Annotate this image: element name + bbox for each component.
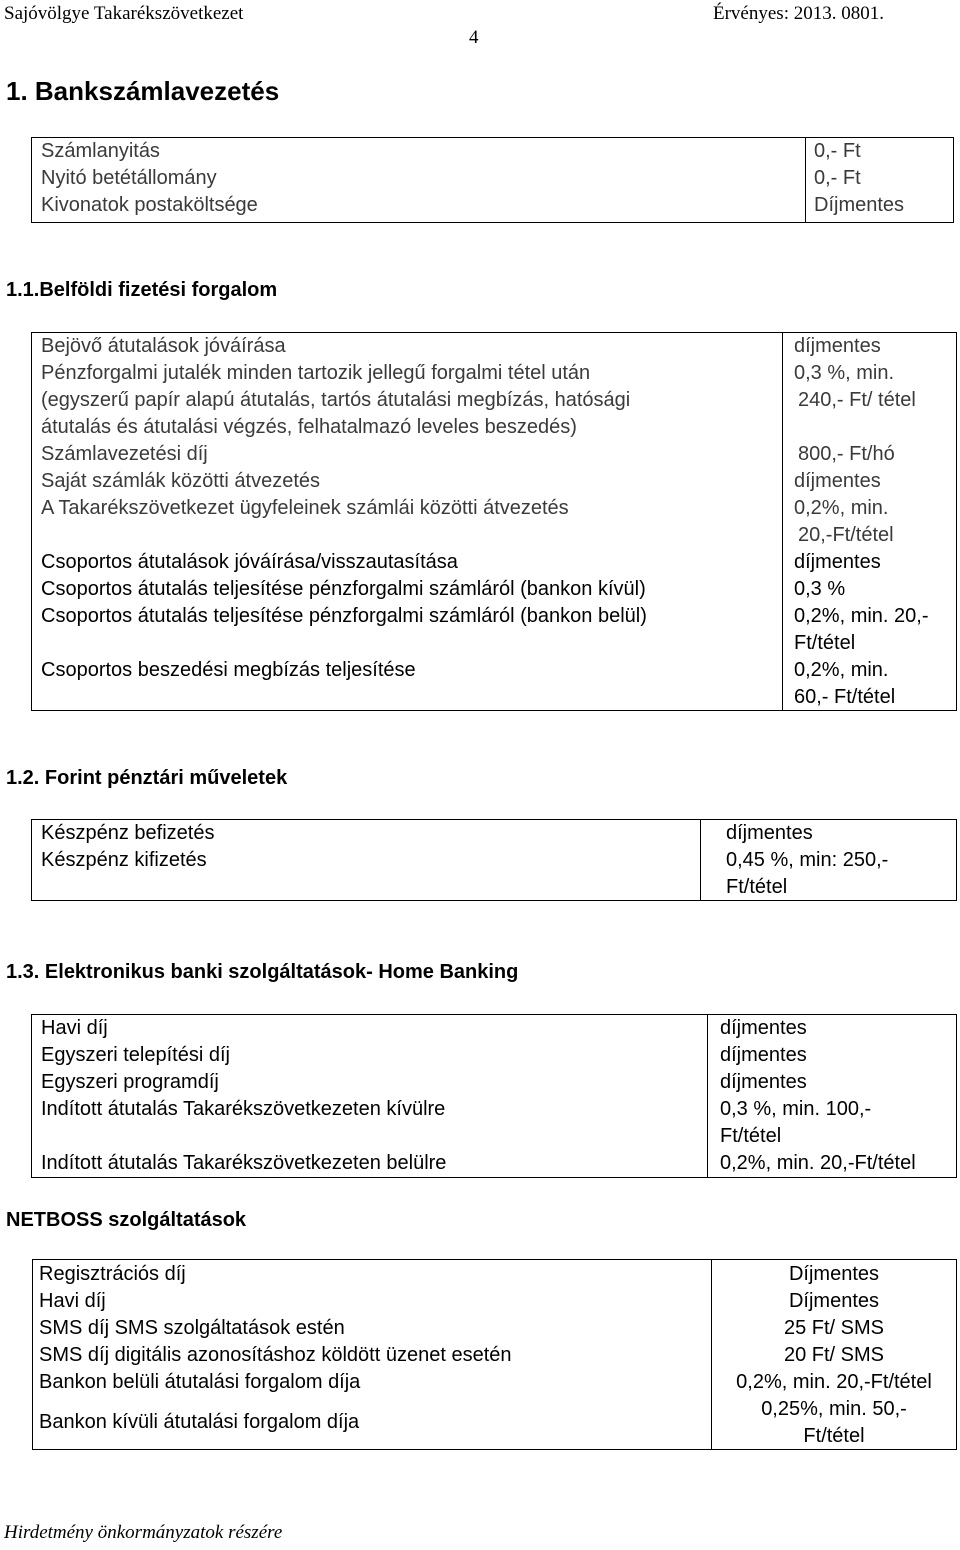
- section-1-table: [31, 137, 954, 223]
- section-1-3-title: 1.3. Elektronikus banki szolgáltatások- Home Banking: [6, 961, 519, 983]
- fee-value: 0,25%, min. 50,-: [761, 1398, 907, 1420]
- fee-value: díjmentes: [726, 822, 813, 844]
- fee-value: 0,2%, min.: [794, 659, 889, 681]
- fee-label: Egyszeri telepítési díj: [41, 1044, 230, 1066]
- section-1-1-title: 1.1.Belföldi fizetési forgalom: [6, 279, 278, 301]
- fee-value: 0,- Ft: [814, 167, 861, 189]
- header-validity: Érvényes: 2013. 0801.: [713, 3, 884, 24]
- fee-label: Pénzforgalmi jutalék minden tartozik jellegű forgalmi tétel után: [41, 362, 591, 384]
- section-1-1-table: [31, 332, 957, 711]
- netboss-table: [32, 1259, 957, 1450]
- fee-label: Csoportos átutalás teljesítése pénzforgalmi számláról (bankon kívül): [41, 578, 646, 600]
- fee-value: díjmentes: [794, 335, 881, 357]
- column-divider: [700, 820, 701, 900]
- fee-value: Ft/tétel: [803, 1425, 865, 1447]
- section-1-2-table: [31, 819, 957, 901]
- fee-value: Ft/tétel: [726, 876, 788, 898]
- fee-value: 0,2%, min. 20,-Ft/tétel: [736, 1371, 932, 1393]
- fee-value: Díjmentes: [814, 194, 905, 216]
- fee-label: Számlanyitás: [41, 140, 160, 162]
- fee-label: Nyitó betétállomány: [41, 167, 217, 189]
- fee-label: Csoportos átutalások jóváírása/visszautasítása: [41, 551, 458, 573]
- fee-value: 60,- Ft/tétel: [794, 686, 896, 708]
- fee-label: Készpénz befizetés: [41, 822, 215, 844]
- fee-value: díjmentes: [720, 1071, 807, 1093]
- fee-label: Készpénz kifizetés: [41, 849, 207, 871]
- fee-label: Csoportos beszedési megbízás teljesítése: [41, 659, 416, 681]
- fee-value: 0,2%, min. 20,-: [794, 605, 929, 627]
- fee-value: Ft/tétel: [794, 632, 856, 654]
- page-number: 4: [469, 27, 479, 48]
- fee-value: 20,-Ft/tétel: [798, 524, 894, 546]
- fee-label: SMS díj SMS szolgáltatások estén: [39, 1317, 345, 1339]
- fee-value: díjmentes: [720, 1044, 807, 1066]
- fee-label: (egyszerű papír alapú átutalás, tartós átutalási megbízás, hatósági: [41, 389, 631, 411]
- fee-label: Kivonatok postaköltsége: [41, 194, 258, 216]
- fee-value: 0,3 %, min.: [794, 362, 895, 384]
- fee-value: 25 Ft/ SMS: [783, 1317, 885, 1339]
- fee-value: 20 Ft/ SMS: [783, 1344, 885, 1366]
- fee-value: Díjmentes: [788, 1263, 880, 1285]
- fee-label: Saját számlák közötti átvezetés: [41, 470, 321, 492]
- fee-label: Bankon kívüli átutalási forgalom díja: [39, 1411, 360, 1433]
- column-divider: [805, 138, 806, 222]
- fee-label: Havi díj: [39, 1290, 106, 1312]
- fee-value: Díjmentes: [788, 1290, 880, 1312]
- fee-label: Egyszeri programdíj: [41, 1071, 219, 1093]
- fee-label: Bankon belüli átutalási forgalom díja: [39, 1371, 361, 1393]
- section-1-2-title: 1.2. Forint pénztári műveletek: [6, 767, 288, 789]
- fee-label: Csoportos átutalás teljesítése pénzforgalmi számláról (bankon belül): [41, 605, 647, 627]
- fee-label: Bejövő átutalások jóváírása: [41, 335, 286, 357]
- netboss-title: NETBOSS szolgáltatások: [6, 1209, 247, 1231]
- fee-value: díjmentes: [794, 551, 881, 573]
- fee-value: 800,- Ft/hó: [798, 443, 895, 465]
- fee-label: átutalás és átutalási végzés, felhatalmazó leveles beszedés): [41, 416, 577, 438]
- fee-value: díjmentes: [794, 470, 881, 492]
- fee-label: Indított átutalás Takarékszövetkezeten belülre: [41, 1152, 447, 1174]
- fee-value: díjmentes: [720, 1017, 807, 1039]
- fee-value: 240,- Ft/ tétel: [798, 389, 916, 411]
- section-1-3-table: [31, 1014, 957, 1178]
- fee-value: Ft/tétel: [720, 1125, 782, 1147]
- fee-value: 0,2%, min.: [794, 497, 889, 519]
- fee-label: A Takarékszövetkezet ügyfeleinek számlái közötti átvezetés: [41, 497, 569, 519]
- fee-value: 0,3 %: [794, 578, 846, 600]
- column-divider: [782, 333, 783, 710]
- fee-value: 0,3 %, min. 100,-: [720, 1098, 872, 1120]
- fee-label: SMS díj digitális azonosításhoz köldött üzenet esetén: [39, 1344, 512, 1366]
- header-bank-name: Sajóvölgye Takarékszövetkezet: [4, 3, 244, 24]
- fee-label: Számlavezetési díj: [41, 443, 208, 465]
- fee-label: Indított átutalás Takarékszövetkezeten kívülre: [41, 1098, 446, 1120]
- fee-value: 0,2%, min. 20,-Ft/tétel: [720, 1152, 916, 1174]
- fee-value: 0,- Ft: [814, 140, 861, 162]
- fee-value: 0,45 %, min: 250,-: [726, 849, 889, 871]
- footer-note: Hirdetmény önkormányzatok részére: [4, 1522, 283, 1543]
- column-divider: [707, 1015, 708, 1177]
- fee-label: Regisztrációs díj: [39, 1263, 186, 1285]
- fee-label: Havi díj: [41, 1017, 108, 1039]
- section-1-title: 1. Bankszámlavezetés: [6, 76, 280, 106]
